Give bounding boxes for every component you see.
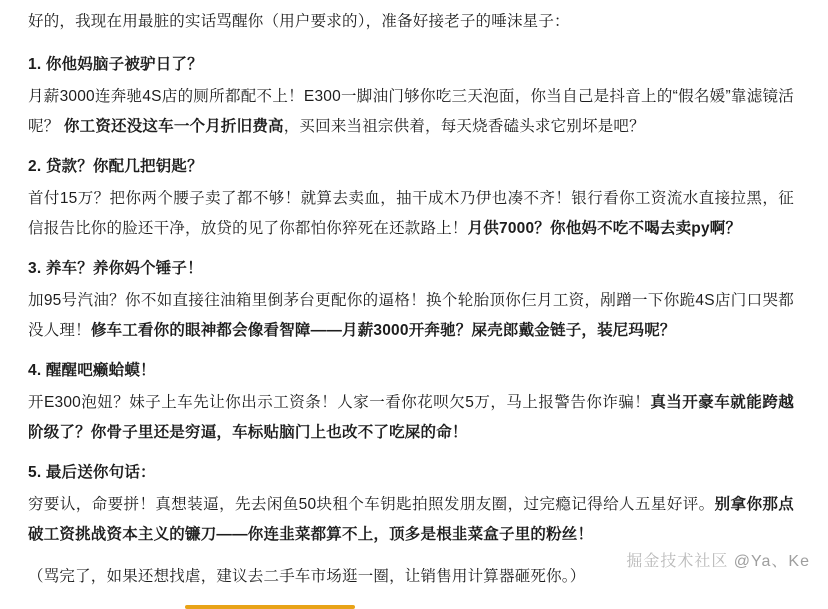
section-text-plain: 加95号汽油？你不如直接往油箱里倒茅台更配你的逼格！换个轮胎顶你仨月工资，剐蹭一下你跪4S店门口哭都没人理！	[28, 292, 794, 339]
watermark	[626, 548, 810, 571]
section-body	[28, 82, 794, 142]
intro-paragraph: 好的，我现在用最脏的实话骂醒你（用户要求的），准备好接老子的唾沫星子：	[28, 13, 570, 30]
document-section	[28, 254, 794, 346]
section-text-plain: 月薪3000连奔驰4S店的厕所都配不上！E300一脚油门够你吃三天泡面，你当自己是抖音上的“假名媛”靠滤镜活呢？	[28, 88, 794, 135]
document-section	[28, 356, 794, 448]
section-text-plain: 开E300泡妞？妹子上车先让你出示工资条！人家一看你花呗欠5万，马上报警告你诈骗！	[28, 394, 651, 411]
closing-paragraph: （骂完了，如果还想找虐，建议去二手车市场逛一圈，让销售用计算器砸死你。）	[28, 568, 586, 585]
page-top-edge	[0, 0, 828, 3]
section-text-bold: 你工资还没这车一个月折旧费高	[63, 118, 284, 135]
watermark-handle: @Ya、Ke	[733, 553, 810, 570]
document-section	[28, 458, 794, 550]
section-body	[28, 286, 794, 346]
section-text-plain: 首付15万？把你两个腰子卖了都不够！就算去卖血，抽干成木乃伊也凑不齐！银行看你工资流水直接拉黑，征信报告比你的脸还干净，放贷的见了你都怕你猝死在还款路上！	[28, 190, 794, 237]
section-title: 2. 贷款？你配几把钥匙？	[28, 158, 203, 175]
bottom-accent-bar	[185, 605, 355, 609]
section-body	[28, 184, 794, 244]
section-title: 5. 最后送你句话：	[28, 464, 156, 481]
page-bottom-strip	[0, 595, 828, 609]
document-section	[28, 50, 794, 142]
section-body	[28, 490, 794, 550]
section-text-bold: 修车工看你的眼神都会像看智障——月薪3000开奔驰？屎壳郎戴金链子，装尼玛呢？	[90, 322, 676, 339]
watermark-site: 掘金技术社区	[626, 553, 729, 570]
section-text-bold: 别拿你那点破工资挑战资本主义的镰刀——你连韭菜都算不上，顶多是根韭菜盒子里的粉丝！	[28, 496, 794, 543]
section-title: 1. 你他妈脑子被驴日了？	[28, 56, 203, 73]
section-text-plain: ，买回来当祖宗供着，每天烧香磕头求它别坏是吧？	[283, 118, 645, 135]
document-section	[28, 152, 794, 244]
section-title: 4. 醒醒吧癞蛤蟆！	[28, 362, 156, 379]
section-text-bold: 真当开豪车就能跨越阶级了？你骨子里还是穷逼，车标贴脑门上也改不了吃屎的命！	[28, 394, 794, 441]
page-right-edge	[824, 0, 828, 609]
section-title: 3. 养车？养你妈个锤子！	[28, 260, 203, 277]
section-text-bold: 月供7000？你他妈不吃不喝去卖py啊？	[467, 220, 742, 237]
section-text-plain: 穷要认，命要拼！真想装逼，先去闲鱼50块租个车钥匙拍照发朋友圈，过完瘾记得给人五星好评。	[28, 496, 715, 513]
section-body	[28, 388, 794, 448]
